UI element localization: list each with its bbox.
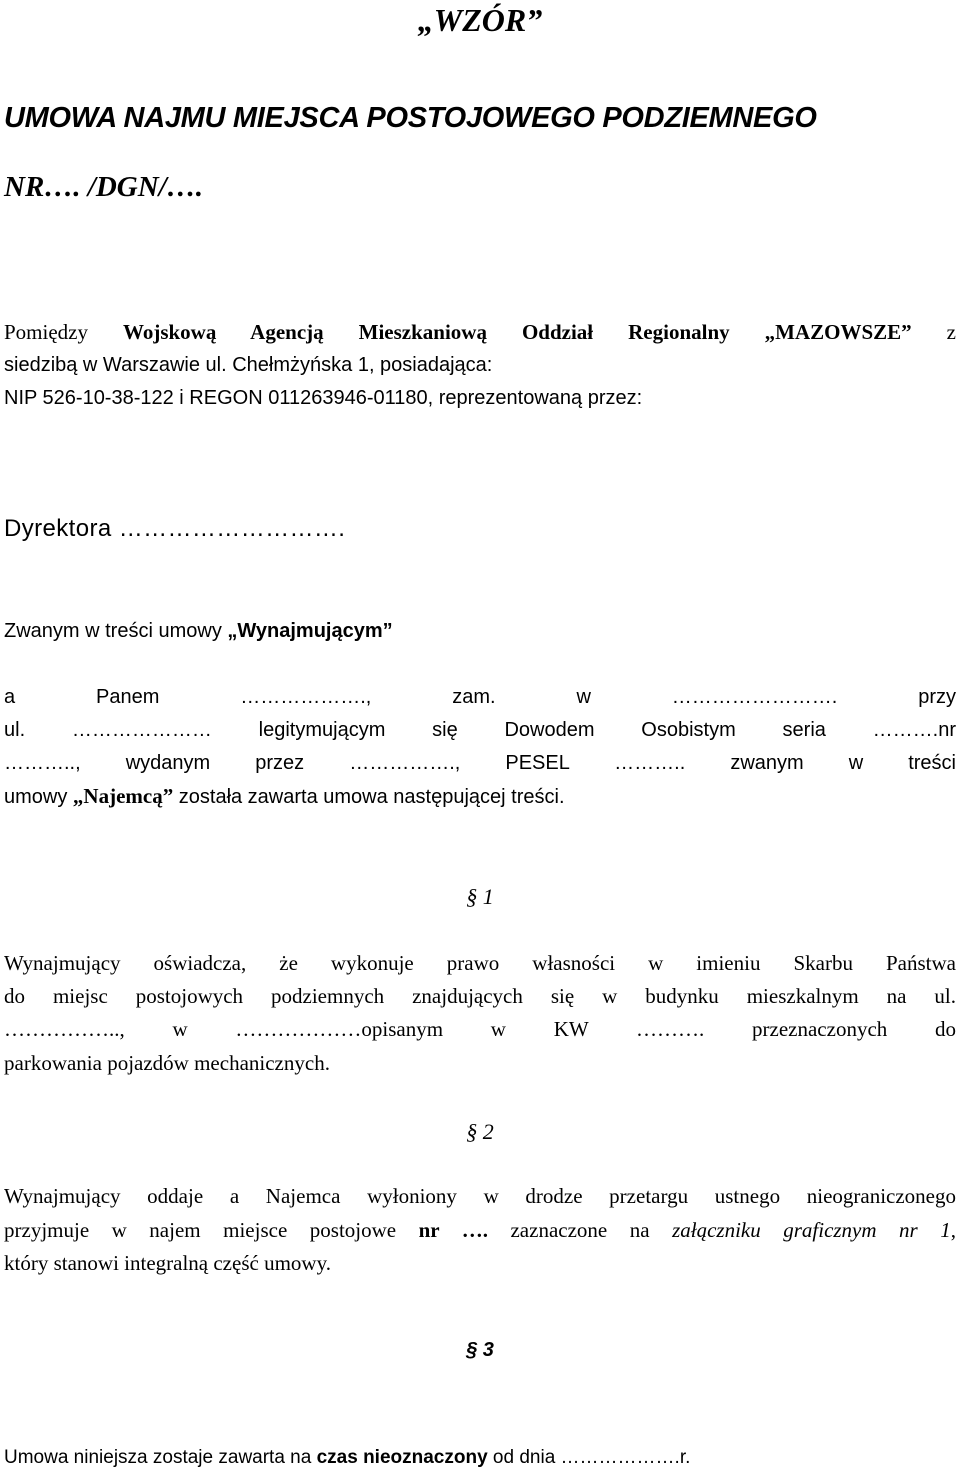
parties-line-3 bbox=[4, 382, 956, 415]
parties-line-2-text: siedzibą w Warszawie ul. Chełmżyńska 1, posiadająca: bbox=[4, 354, 493, 376]
section-1-line-1-text: Wynajmujący oświadcza, że wykonuje prawo własności w imieniu Skarbu Państwa bbox=[4, 951, 956, 975]
section-1-line-1 bbox=[4, 947, 956, 980]
parties-line-2 bbox=[4, 349, 956, 382]
agency-name: Wojskową Agencją Mieszkaniową Oddział Regionalny „MAZOWSZE” bbox=[122, 320, 912, 344]
tenant-line-3-text: ……….., wydanym przez ……………., PESEL ……….. zwanym w treści bbox=[4, 752, 956, 774]
section-2-heading-text: § 2 bbox=[466, 1119, 494, 1144]
landlord-line-a: Zwanym w treści umowy bbox=[4, 620, 228, 642]
section-1-line-4 bbox=[4, 1047, 956, 1080]
tenant-line-2-text: ul. ………………… legitymującym się Dowodem Osobistym seria ……….nr bbox=[4, 719, 956, 741]
section-1-line-4-text: parkowania pojazdów mechanicznych. bbox=[4, 1051, 330, 1075]
section-3-line-1-c: od dnia ……………….r. bbox=[487, 1447, 691, 1468]
director-line bbox=[4, 511, 956, 547]
landlord-line bbox=[4, 614, 956, 648]
section-1-line-3-text: …………….., w ………………opisanym w KW ………. przeznaczonych do bbox=[4, 1017, 956, 1041]
contract-duration: czas nieoznaczony bbox=[316, 1447, 488, 1468]
section-2-line-2-c: zaznaczone na bbox=[487, 1218, 673, 1242]
contract-number bbox=[4, 168, 956, 206]
section-1-line-2 bbox=[4, 980, 956, 1013]
section-2-line-3 bbox=[4, 1247, 956, 1280]
tenant-line-4-a: umowy bbox=[4, 786, 73, 808]
tenant-line-1 bbox=[4, 681, 956, 714]
tenant-term: „Najemcą” bbox=[72, 784, 174, 808]
section-2-line-1-text: Wynajmujący oddaje a Najemca wyłoniony w drodze przetargu ustnego nieograniczonego bbox=[4, 1184, 956, 1208]
parties-line-1 bbox=[4, 316, 956, 349]
section-2-line-3-text: który stanowi integralną część umowy. bbox=[4, 1251, 331, 1275]
section-3-heading-text: § 3 bbox=[466, 1339, 494, 1361]
landlord-term: „Wynajmującym” bbox=[227, 620, 393, 642]
director-text: Dyrektora ………………………. bbox=[4, 515, 346, 542]
tenant-line-4-c: została zawarta umowa następującej treści. bbox=[173, 786, 565, 808]
template-label bbox=[0, 0, 960, 42]
template-label-text: „WZÓR” bbox=[417, 2, 543, 38]
tenant-line-3 bbox=[4, 747, 956, 780]
section-2-line-2-a: przyjmuje w najem miejsce postojowe bbox=[4, 1218, 419, 1242]
section-1-heading-text: § 1 bbox=[466, 884, 494, 909]
tenant-line-2 bbox=[4, 714, 956, 747]
parties-line-1-c: z bbox=[911, 320, 956, 344]
tenant-line-1-text: a Panem ………………., zam. w ……………………. przy bbox=[4, 686, 956, 708]
section-3-line-1 bbox=[4, 1443, 956, 1473]
document-title bbox=[4, 99, 956, 137]
section-1-line-3 bbox=[4, 1013, 956, 1046]
section-3-line-1-a: Umowa niniejsza zostaje zawarta na bbox=[4, 1447, 317, 1468]
section-1-line-2-text: do miejsc postojowych podziemnych znajdujących się w budynku mieszkalnym na ul. bbox=[4, 984, 956, 1008]
contract-number-text: NR…. /DGN/…. bbox=[4, 171, 203, 203]
tenant-line-4 bbox=[4, 780, 956, 814]
parties-line-1-a: Pomiędzy bbox=[4, 320, 123, 344]
parking-space-number: nr …. bbox=[418, 1218, 488, 1242]
section-2-line-2 bbox=[4, 1214, 956, 1247]
attachment-reference: załączniku graficznym nr 1 bbox=[672, 1218, 951, 1242]
section-2-line-1 bbox=[4, 1180, 956, 1213]
section-2-line-2-e: , bbox=[950, 1218, 956, 1242]
section-3-heading bbox=[0, 1334, 960, 1366]
document-title-text: UMOWA NAJMU MIEJSCA POSTOJOWEGO PODZIEMNEGO bbox=[4, 102, 817, 134]
parties-line-3-text: NIP 526-10-38-122 i REGON 011263946-01180, reprezentowaną przez: bbox=[4, 387, 643, 409]
section-1-heading bbox=[0, 880, 960, 914]
section-2-heading bbox=[0, 1115, 960, 1149]
